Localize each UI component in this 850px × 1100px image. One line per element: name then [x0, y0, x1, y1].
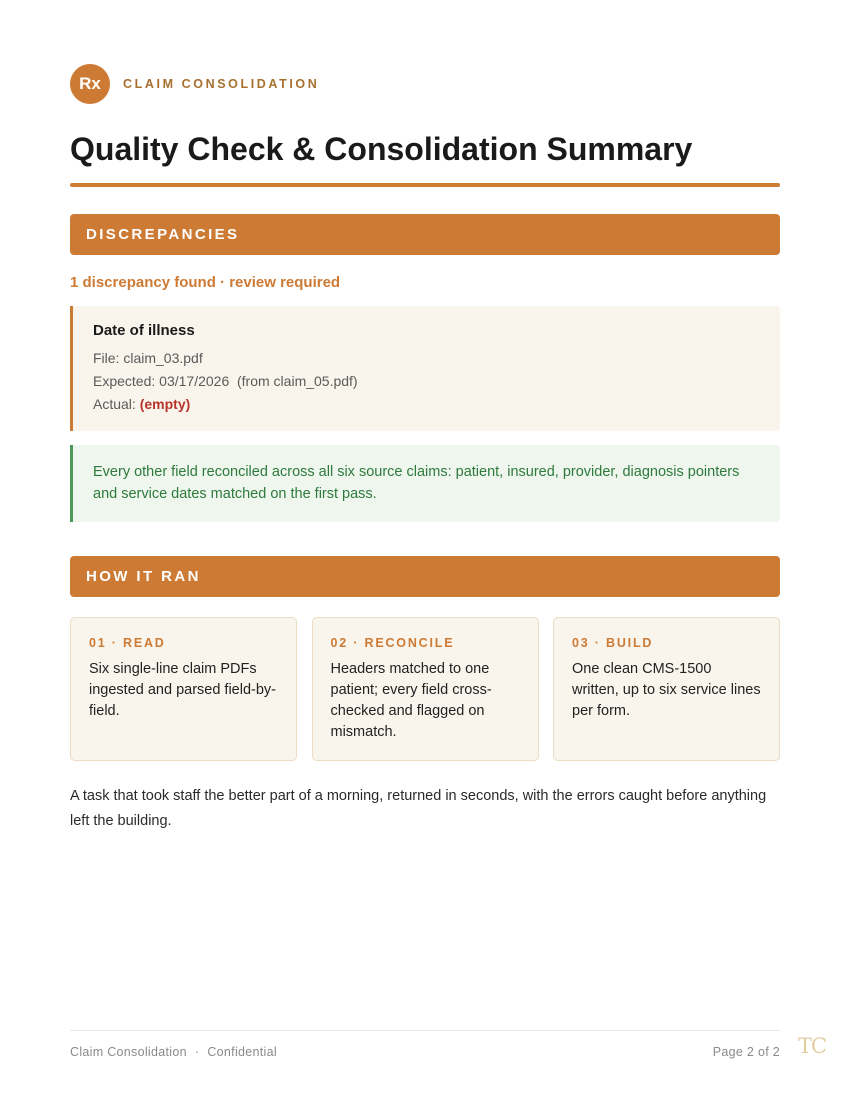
corner-monogram: TC: [798, 1034, 827, 1058]
footer-classification: Confidential: [207, 1045, 277, 1059]
section-header-discrepancies: DISCREPANCIES: [70, 214, 780, 255]
step-description: Six single-line claim PDFs ingested and parsed field-by-field.: [89, 661, 277, 719]
process-steps: [70, 617, 780, 761]
file-value: claim_03.pdf: [123, 350, 203, 366]
rx-logo: Rx: [70, 64, 110, 104]
discrepancy-count: 1 discrepancy found · review required: [70, 274, 341, 291]
actual-label: Actual:: [93, 396, 136, 412]
page-number: Page 2 of 2: [712, 1045, 780, 1059]
expected-value: 03/17/2026 (from claim_05.pdf): [159, 373, 358, 389]
footer-doc-info: [70, 1045, 277, 1059]
title-divider: [70, 183, 780, 187]
expected-label: Expected:: [93, 373, 156, 389]
discrepancy-card: [70, 306, 780, 431]
actual-value: (empty): [139, 396, 191, 412]
step-label: 02 · RECONCILE: [330, 636, 455, 650]
discrepancy-file-line: [93, 347, 760, 370]
brand-name: CLAIM CONSOLIDATION: [123, 77, 320, 91]
footer-divider: [70, 1030, 780, 1031]
step-card-reconcile: [312, 617, 539, 761]
footer-doc-name: Claim Consolidation: [70, 1045, 187, 1059]
discrepancy-actual-line: [93, 393, 760, 416]
discrepancy-expected-line: [93, 370, 760, 393]
footer-separator: ·: [194, 1045, 200, 1059]
reconciled-note: Every other field reconciled across all six source claims: patient, insured, provider, diagnosis pointers and service dates matched on the first pass.: [70, 445, 780, 522]
section-header-how-it-ran: HOW IT RAN: [70, 556, 780, 597]
step-card-read: [70, 617, 297, 761]
step-label: 03 · BUILD: [572, 636, 654, 650]
brand-header: [70, 64, 319, 104]
closing-paragraph: A task that took staff the better part of a morning, returned in seconds, with the errors caught before anything left the building.: [70, 788, 767, 829]
step-card-build: [553, 617, 780, 761]
step-description: Headers matched to one patient; every field cross-checked and flagged on mismatch.: [330, 661, 492, 740]
file-label: File:: [93, 350, 120, 366]
discrepancy-field-name: Date of illness: [93, 322, 195, 339]
step-label: 01 · READ: [89, 636, 166, 650]
page-title: Quality Check & Consolidation Summary: [70, 131, 693, 167]
step-description: One clean CMS-1500 written, up to six service lines per form.: [572, 661, 761, 719]
